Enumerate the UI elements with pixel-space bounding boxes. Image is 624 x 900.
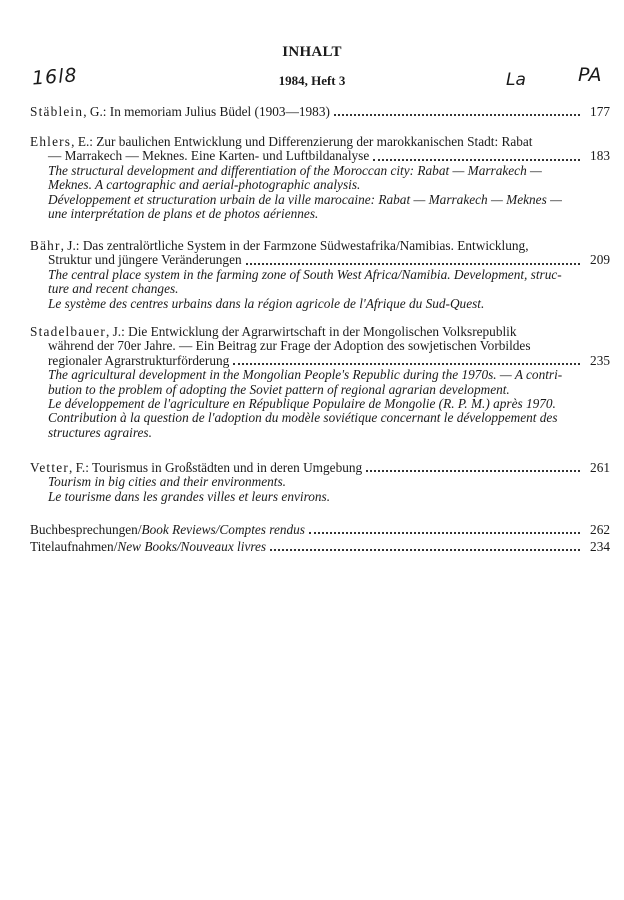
translation-en-line-1: Tourism in big cities and their environments.: [48, 474, 286, 490]
entry-title-line-1: , J.: Das zentralörtliche System in der Farmzone Südwestafrika/Namibias. Entwicklung,: [60, 238, 529, 253]
dot-leader: [373, 159, 580, 161]
entry-title-line-3: regionaler Agrarstrukturförderung: [48, 352, 230, 368]
translation-en-line-2: Meknes. A cartographic and aerial-photographic analysis.: [48, 177, 361, 193]
toc-entry-new-books[interactable]: [30, 540, 610, 554]
toc-entry-baehr[interactable]: [30, 239, 610, 311]
translation-fr-line-1: Développement et structuration urbain de la ville marocaine: Rabat — Marrakech — Meknes —: [48, 191, 562, 207]
entry-title: , G.: In memoriam Julius Büdel (1903—1983): [83, 104, 330, 119]
toc-entry-vetter[interactable]: [30, 461, 610, 504]
entry-title-line-2: Struktur und jüngere Veränderungen: [48, 252, 242, 268]
entry-title-line-1: , J.: Die Entwicklung der Agrarwirtschaft in der Mongolischen Volksrepublik: [105, 324, 517, 339]
section-label-de: Titelaufnahmen/: [30, 539, 118, 554]
translation-fr-line-1: Le système des centres urbains dans la région agricole de l'Afrique du Sud-Quest.: [48, 295, 485, 311]
author-name: Stadelbauer: [30, 324, 106, 339]
translation-en-line-1: The agricultural development in the Mongolian People's Republic during the 1970s. — A contri-: [48, 367, 563, 383]
translation-fr-line-2: une interprétation de plans et de photos aériennes.: [48, 206, 319, 222]
translation-en-line-2: bution to the problem of adopting the Soviet pattern of regional agrarian development.: [48, 381, 510, 397]
translation-fr-line-3: structures agraires.: [48, 424, 152, 440]
author-name: Vetter: [30, 460, 69, 475]
toc-entry-book-reviews[interactable]: [30, 523, 610, 537]
translation-fr-line-1: Le tourisme dans les grandes villes et leurs environs.: [48, 488, 331, 504]
handwritten-note-left: 16l8: [31, 64, 79, 90]
author-name: Bähr: [30, 238, 61, 253]
toc-entry-ehlers[interactable]: [30, 135, 610, 221]
page-number: 209: [590, 252, 610, 268]
dot-leader: [270, 549, 580, 551]
page-number: 234: [590, 539, 610, 554]
dot-leader: [246, 263, 580, 265]
translation-fr-line-1: Le développement de l'agriculture en République Populaire de Mongolie (R. P. M.) après 1970.: [48, 396, 556, 412]
page-number: 183: [590, 148, 610, 164]
section-label-en-fr: New Books/Nouveaux livres: [117, 539, 267, 554]
page-number: 177: [590, 104, 610, 119]
translation-en-line-1: The structural development and differentiation of the Moroccan city: Rabat — Marrakech —: [48, 162, 542, 178]
toc-entry-stadelbauer[interactable]: [30, 325, 610, 440]
dot-leader: [366, 470, 580, 472]
issue-label: 1984, Heft 3: [278, 73, 346, 88]
dot-leader: [309, 532, 580, 534]
page-title: INHALT: [282, 44, 342, 60]
entry-title-line-2: während der 70er Jahre. — Ein Beitrag zur Frage der Adoption des sowjetischen Vorbildes: [48, 338, 531, 354]
entry-title: , F.: Tourismus in Großstädten und in deren Umgebung: [68, 460, 363, 475]
translation-en-line-1: The central place system in the farming zone of South West Africa/Namibia. Development, struc-: [48, 266, 562, 282]
author-name: Ehlers: [30, 134, 72, 149]
section-label-de: Buchbesprechungen/: [30, 522, 142, 537]
translation-en-line-2: ture and recent changes.: [48, 281, 179, 297]
page-number: 262: [590, 522, 610, 537]
handwritten-note-mid: La: [506, 70, 526, 90]
dot-leader: [233, 363, 580, 365]
author-name: Stäblein: [30, 104, 84, 119]
dot-leader: [334, 114, 580, 116]
section-label-en-fr: Book Reviews/Comptes rendus: [141, 522, 305, 537]
page-number: 235: [590, 352, 610, 368]
translation-fr-line-2: Contribution à la question de l'adoption du modèle soviétique concernant le développement des: [48, 410, 558, 426]
toc-entry-staeblein[interactable]: [30, 105, 610, 119]
handwritten-note-right: PA: [578, 64, 602, 86]
entry-title-line-1: , E.: Zur baulichen Entwicklung und Differenzierung der marokkanischen Stadt: Rabat: [71, 134, 533, 149]
entry-title-line-2: — Marrakech — Meknes. Eine Karten- und Luftbildanalyse: [48, 148, 370, 164]
page-number: 261: [590, 460, 610, 475]
